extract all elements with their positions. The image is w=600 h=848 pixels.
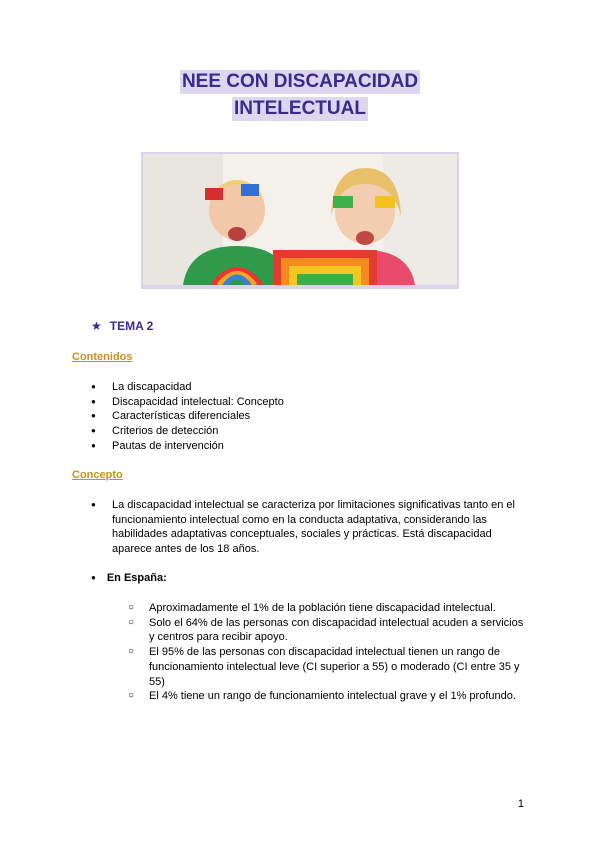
list-item: ● Pautas de intervención (91, 439, 511, 454)
heading-contenidos: Contenidos (72, 351, 133, 363)
list-item: ○ Solo el 64% de las personas con discapacidad intelectual acuden a servicios y centros para recibir apoyo. (128, 616, 528, 645)
section-tema (91, 319, 153, 333)
document-title (0, 70, 600, 121)
spain-heading (91, 572, 167, 584)
list-item: ● Discapacidad intelectual: Concepto (91, 395, 511, 410)
heading-concepto: Concepto (72, 469, 123, 481)
page-number: 1 (517, 798, 524, 810)
list-item: ● La discapacidad (91, 380, 511, 395)
star-icon: ★ (91, 319, 102, 333)
title-line-1: NEE CON DISCAPACIDAD (181, 71, 419, 92)
tema-label: TEMA 2 (109, 319, 154, 333)
header-photo (141, 152, 459, 289)
title-line-2: INTELECTUAL (234, 98, 366, 119)
spain-list (128, 601, 528, 704)
children-photo-illustration (143, 154, 457, 285)
list-item: ○ El 4% tiene un rango de funcionamiento intelectual grave y el 1% profundo. (128, 689, 528, 704)
list-item: ● Características diferenciales (91, 409, 511, 424)
list-item: ○ Aproximadamente el 1% de la población tiene discapacidad intelectual. (128, 601, 528, 616)
bullet-icon: ● (91, 573, 96, 582)
spain-label: En España: (106, 572, 167, 584)
concepto-paragraph: ● La discapacidad intelectual se caracteriza por limitaciones significativas tanto en el funcionamiento intelectual como en la conducta adaptativa, considerando las habilidades adaptativas conceptuales, sociales y prácticas. Está discapacidad aparece antes de los 18 años. (91, 498, 531, 557)
concepto-list (91, 498, 531, 557)
list-item: ● Criterios de detección (91, 424, 511, 439)
list-item: ○ El 95% de las personas con discapacidad intelectual tienen un rango de funcionamiento intelectual leve (CI superior a 55) o moderado (CI entre 35 y 55) (128, 645, 528, 689)
contenidos-list (91, 380, 511, 454)
